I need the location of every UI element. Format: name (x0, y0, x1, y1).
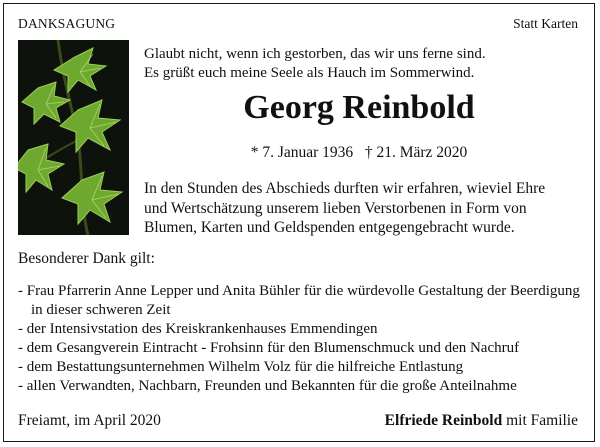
header-note: Statt Karten (513, 16, 578, 31)
intro-line: In den Stunden des Abschieds durften wir erfahren, wieviel Ehre (144, 180, 546, 197)
header-label: DANKSAGUNG (18, 16, 116, 31)
deceased-name: Georg Reinbold (243, 89, 475, 126)
thanks-list (18, 282, 588, 396)
intro-paragraph (144, 179, 584, 238)
thanks-item: - allen Verwandten, Nachbarn, Freunden und Bekannten für die große Anteilnahme (18, 378, 517, 394)
date-separator (353, 144, 365, 161)
memorial-poem (144, 45, 486, 83)
poem-line: Es grüßt euch meine Seele als Hauch im Sommerwind. (144, 65, 475, 81)
intro-line: und Wertschätzung unserem lieben Verstorbenen in Form von (144, 199, 527, 217)
poem-line: Glaubt nicht, wenn ich gestorben, das wir uns ferne sind. (144, 46, 486, 62)
thanks-item: - dem Bestattungsunternehmen Wilhelm Volz für die hilfreiche Entlastung (18, 359, 464, 375)
obituary-frame (3, 3, 595, 442)
birth-date: * 7. Januar 1936 (250, 144, 354, 161)
thanks-heading: Besonderer Dank gilt: (18, 250, 155, 267)
thanks-item: - Frau Pfarrerin Anne Lepper und Anita Bühler für die würdevolle Gestaltung der Beerdigung in dieser schweren Zeit (18, 283, 580, 318)
signature-suffix: mit Familie (502, 412, 578, 429)
thanks-item: - dem Gesangverein Eintracht - Frohsinn für den Blumenschmuck und den Nachruf (18, 340, 520, 356)
signature (385, 412, 578, 430)
life-dates (134, 144, 584, 162)
signature-name: Elfriede Reinbold (384, 412, 503, 429)
death-date: † 21. März 2020 (364, 144, 468, 161)
intro-line: Blumen, Karten und Geldspenden entgegengebracht wurde. (144, 219, 515, 236)
place-date: Freiamt, im April 2020 (18, 412, 161, 429)
thanks-item: - der Intensivstation des Kreiskrankenhauses Emmendingen (18, 321, 378, 337)
ivy-leaves-icon (18, 40, 129, 235)
